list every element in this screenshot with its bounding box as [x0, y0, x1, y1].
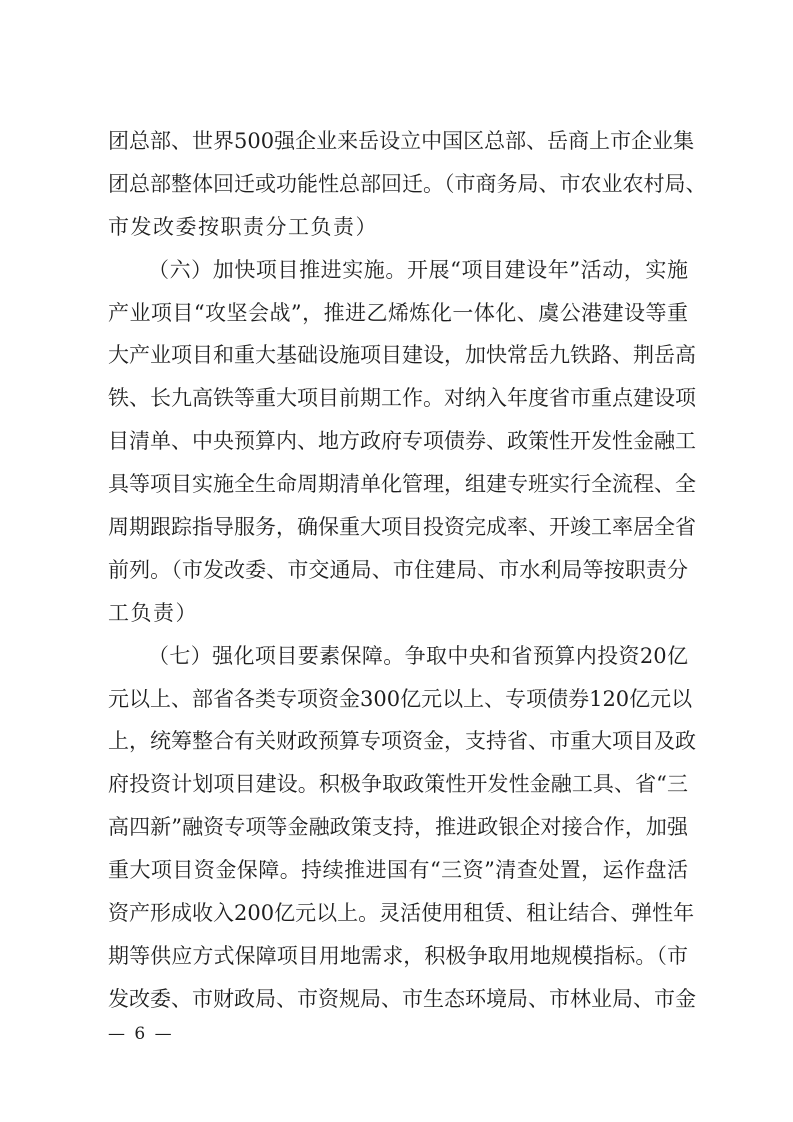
text-line: 高四新”融资专项等金融政策支持，推进政银企对接合作，加强 [108, 815, 688, 840]
text-line: 周期跟踪指导服务，确保重大项目投资完成率、开竣工率居全省 [108, 515, 696, 540]
text-line: 团总部整体回迁或功能性总部回迁。（市商务局、市农业农村局、 [108, 171, 707, 196]
text-line: 元以上、部省各类专项资金300亿元以上、专项债券120亿元以 [108, 686, 693, 711]
text-line: 前列。（市发改委、市交通局、市住建局、市水利局等按职责分 [108, 557, 688, 582]
text-line: 目清单、中央预算内、地方政府专项债券、政策性开发性金融工 [108, 429, 696, 454]
text-line: 发改委、市财政局、市资规局、市生态环境局、市林业局、市金 [108, 986, 696, 1011]
text-line: 产业项目“攻坚会战”，推进乙烯炼化一体化、虞公港建设等重 [108, 300, 688, 325]
document-body [108, 120, 707, 1021]
text-line: 期等供应方式保障项目用地需求，积极争取用地规模指标。（市 [108, 943, 688, 968]
text-line: 工负责） [108, 600, 198, 625]
text-line: 上，统筹整合有关财政预算专项资金，支持省、市重大项目及政 [108, 729, 696, 754]
section-heading-line: （六）加快项目推进实施。开展“项目建设年”活动，实施 [148, 257, 688, 282]
text-line: 大产业项目和重大基础设施项目建设，加快常岳九铁路、荆岳高 [108, 343, 696, 368]
text-line: 具等项目实施全生命周期清单化管理，组建专班实行全流程、全 [108, 472, 696, 497]
text-line: 市发改委按职责分工负责） [108, 214, 378, 239]
text-line: 重大项目资金保障。持续推进国有“三资”清查处置，运作盘活 [108, 858, 688, 883]
text-line: 府投资计划项目建设。积极争取政策性开发性金融工具、省“三 [108, 772, 688, 797]
page-number: — 6 — [108, 1024, 174, 1044]
text-line: 铁、长九高铁等重大项目前期工作。对纳入年度省市重点建设项 [108, 386, 696, 411]
text-line: 团总部、世界500强企业来岳设立中国区总部、岳商上市企业集 [108, 129, 695, 153]
section-heading-line: （七）强化项目要素保障。争取中央和省预算内投资20亿 [148, 643, 688, 668]
text-line: 资产形成收入200亿元以上。灵活使用租赁、租让结合、弹性年 [108, 901, 695, 926]
